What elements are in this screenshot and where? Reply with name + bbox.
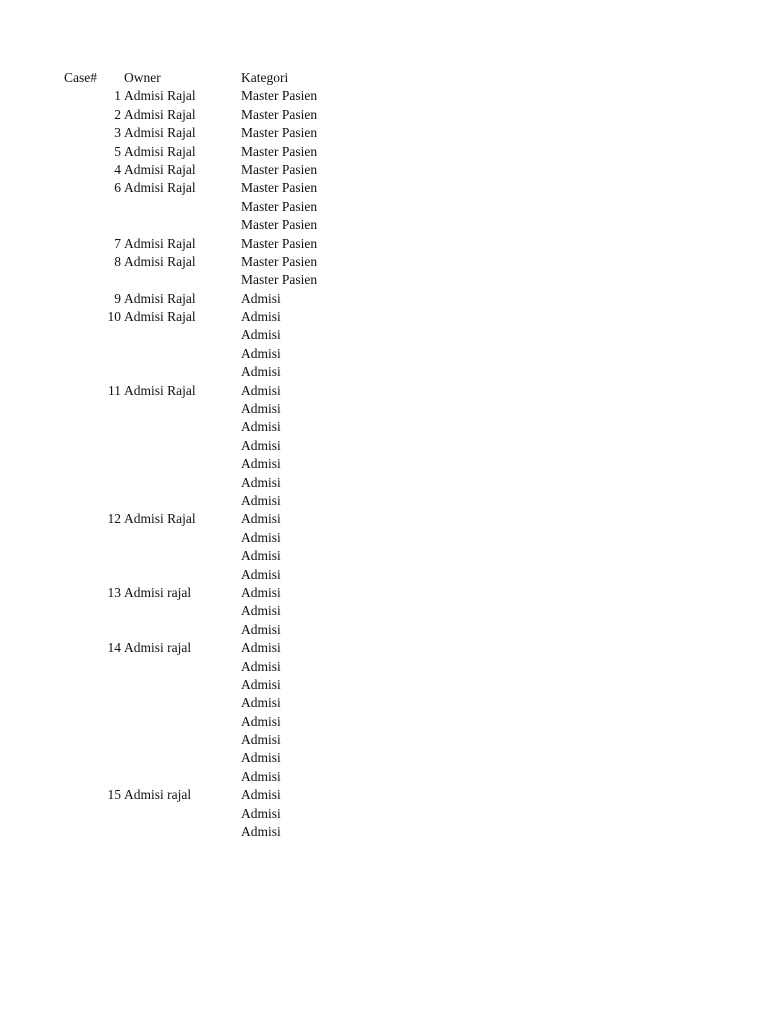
kategori-cell: Master Pasien bbox=[241, 235, 318, 251]
kategori-cell: Admisi bbox=[241, 713, 281, 729]
table-row bbox=[0, 639, 768, 657]
table-row bbox=[0, 382, 768, 400]
case-number-cell: 15 bbox=[107, 787, 121, 803]
table-row bbox=[0, 584, 768, 602]
table-row bbox=[0, 694, 768, 712]
table-row bbox=[0, 566, 768, 584]
case-number-cell: 7 bbox=[114, 235, 121, 251]
table-row bbox=[0, 474, 768, 492]
owner-cell: Admisi Rajal bbox=[124, 235, 196, 251]
table-row bbox=[0, 713, 768, 731]
kategori-cell: Admisi bbox=[241, 566, 281, 582]
owner-cell: Admisi rajal bbox=[124, 584, 192, 600]
table-row bbox=[0, 363, 768, 381]
kategori-cell: Admisi bbox=[241, 676, 281, 692]
kategori-cell: Admisi bbox=[241, 309, 281, 325]
kategori-cell: Admisi bbox=[241, 548, 281, 564]
case-number-cell: 4 bbox=[114, 161, 121, 177]
kategori-cell: Admisi bbox=[241, 474, 281, 490]
table-header-row bbox=[0, 69, 768, 87]
table-row bbox=[0, 290, 768, 308]
owner-cell: Admisi Rajal bbox=[124, 290, 196, 306]
kategori-cell: Admisi bbox=[241, 529, 281, 545]
owner-cell: Admisi Rajal bbox=[124, 161, 196, 177]
kategori-cell: Admisi bbox=[241, 456, 281, 472]
kategori-cell: Admisi bbox=[241, 621, 281, 637]
table-row bbox=[0, 87, 768, 105]
kategori-cell: Admisi bbox=[241, 750, 281, 766]
table-row bbox=[0, 106, 768, 124]
kategori-cell: Master Pasien bbox=[241, 198, 318, 214]
kategori-cell: Admisi bbox=[241, 382, 281, 398]
case-number-cell: 9 bbox=[114, 290, 121, 306]
table-row bbox=[0, 602, 768, 620]
table-row bbox=[0, 253, 768, 271]
table-row bbox=[0, 143, 768, 161]
owner-cell: Admisi Rajal bbox=[124, 382, 196, 398]
kategori-cell: Master Pasien bbox=[241, 88, 318, 104]
kategori-cell: Admisi bbox=[241, 364, 281, 380]
case-number-cell: 10 bbox=[107, 309, 121, 325]
kategori-cell: Admisi bbox=[241, 327, 281, 343]
kategori-cell: Admisi bbox=[241, 437, 281, 453]
header-owner: Owner bbox=[124, 70, 161, 85]
table-row bbox=[0, 768, 768, 786]
case-number-cell: 5 bbox=[114, 143, 121, 159]
case-number-cell: 13 bbox=[107, 584, 121, 600]
table-row bbox=[0, 786, 768, 804]
case-number-cell: 14 bbox=[107, 640, 121, 656]
kategori-cell: Admisi bbox=[241, 511, 281, 527]
owner-cell: Admisi rajal bbox=[124, 787, 192, 803]
table-row bbox=[0, 271, 768, 289]
kategori-cell: Admisi bbox=[241, 658, 281, 674]
table-row bbox=[0, 235, 768, 253]
table-row bbox=[0, 418, 768, 436]
table-row bbox=[0, 492, 768, 510]
kategori-cell: Master Pasien bbox=[241, 106, 318, 122]
table-row bbox=[0, 161, 768, 179]
table-body bbox=[0, 87, 768, 841]
table-row bbox=[0, 805, 768, 823]
table-row bbox=[0, 326, 768, 344]
owner-cell: Admisi Rajal bbox=[124, 511, 196, 527]
table-row bbox=[0, 437, 768, 455]
kategori-cell: Master Pasien bbox=[241, 272, 318, 288]
table-row bbox=[0, 823, 768, 841]
case-number-cell: 1 bbox=[114, 88, 121, 104]
header-kategori: Kategori bbox=[241, 70, 289, 85]
table-row bbox=[0, 345, 768, 363]
table-row bbox=[0, 529, 768, 547]
owner-cell: Admisi Rajal bbox=[124, 309, 196, 325]
table-row bbox=[0, 621, 768, 639]
table-row bbox=[0, 455, 768, 473]
table-row bbox=[0, 731, 768, 749]
case-number-cell: 3 bbox=[114, 125, 121, 141]
case-number-cell: 11 bbox=[108, 382, 121, 398]
owner-cell: Admisi Rajal bbox=[124, 125, 196, 141]
table-row bbox=[0, 510, 768, 528]
case-number-cell: 8 bbox=[114, 253, 121, 269]
table-row bbox=[0, 124, 768, 142]
table-row bbox=[0, 308, 768, 326]
kategori-cell: Admisi bbox=[241, 640, 281, 656]
kategori-cell: Admisi bbox=[241, 695, 281, 711]
kategori-cell: Admisi bbox=[241, 401, 281, 417]
kategori-cell: Admisi bbox=[241, 787, 281, 803]
table-row bbox=[0, 547, 768, 565]
table-row bbox=[0, 400, 768, 418]
kategori-cell: Admisi bbox=[241, 419, 281, 435]
owner-cell: Admisi Rajal bbox=[124, 106, 196, 122]
owner-cell: Admisi Rajal bbox=[124, 88, 196, 104]
case-number-cell: 6 bbox=[114, 180, 121, 196]
table-row bbox=[0, 179, 768, 197]
table-row bbox=[0, 658, 768, 676]
owner-cell: Admisi Rajal bbox=[124, 253, 196, 269]
table-row bbox=[0, 198, 768, 216]
owner-cell: Admisi rajal bbox=[124, 640, 192, 656]
kategori-cell: Admisi bbox=[241, 768, 281, 784]
kategori-cell: Admisi bbox=[241, 290, 281, 306]
kategori-cell: Admisi bbox=[241, 732, 281, 748]
kategori-cell: Admisi bbox=[241, 805, 281, 821]
kategori-cell: Admisi bbox=[241, 345, 281, 361]
kategori-cell: Master Pasien bbox=[241, 161, 318, 177]
case-table bbox=[0, 69, 768, 841]
kategori-cell: Admisi bbox=[241, 584, 281, 600]
table-row bbox=[0, 216, 768, 234]
kategori-cell: Master Pasien bbox=[241, 143, 318, 159]
case-number-cell: 2 bbox=[114, 106, 121, 122]
kategori-cell: Master Pasien bbox=[241, 253, 318, 269]
kategori-cell: Admisi bbox=[241, 492, 281, 508]
kategori-cell: Master Pasien bbox=[241, 180, 318, 196]
table-row bbox=[0, 676, 768, 694]
table-row bbox=[0, 749, 768, 767]
kategori-cell: Master Pasien bbox=[241, 217, 318, 233]
case-number-cell: 12 bbox=[107, 511, 121, 527]
kategori-cell: Admisi bbox=[241, 603, 281, 619]
kategori-cell: Master Pasien bbox=[241, 125, 318, 141]
owner-cell: Admisi Rajal bbox=[124, 180, 196, 196]
kategori-cell: Admisi bbox=[241, 824, 281, 840]
owner-cell: Admisi Rajal bbox=[124, 143, 196, 159]
header-case: Case# bbox=[64, 70, 97, 85]
